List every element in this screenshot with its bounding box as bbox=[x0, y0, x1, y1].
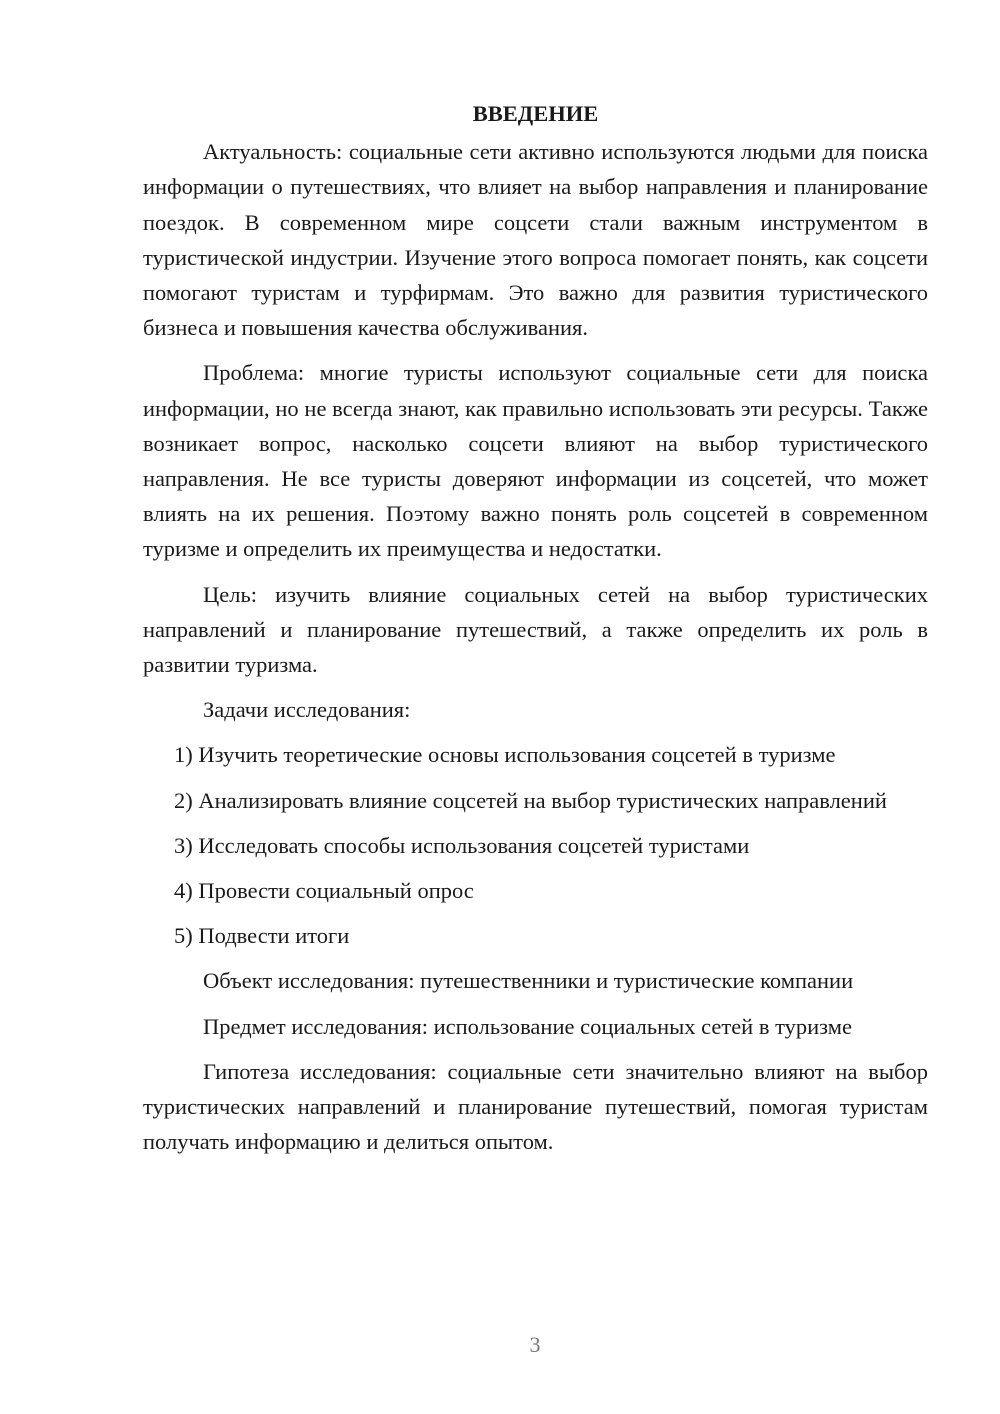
problem-paragraph: Проблема: многие туристы используют социальные сети для поиска информации, но не всегда знают, как правильно использовать эти ресурсы. Также возникает вопрос, насколько соцсети влияют на выбор туристического направления. Не все туристы доверяют информации из соцсетей, что может влиять на их решения. Поэтому важно понять роль соцсетей в современном туризме и определить их преимущества и недостатки. bbox=[143, 360, 928, 562]
tasks-heading: Задачи исследования: bbox=[203, 697, 411, 723]
task-item: 4) Провести социальный опрос bbox=[174, 878, 474, 904]
page-content bbox=[143, 96, 928, 1169]
research-subject: Предмет исследования: использование социальных сетей в туризме bbox=[203, 1013, 852, 1039]
hypothesis-paragraph: Гипотеза исследования: социальные сети значительно влияют на выбор туристических направлений и планирование путешествий, помогая туристам получать информацию и делиться опытом. bbox=[143, 1058, 928, 1155]
relevance-paragraph: Актуальность: социальные сети активно используются людьми для поиска информации о путешествиях, что влияет на выбор направления и планирование поездок. В современном мире соцсети стали важным инструментом в туристической индустрии. Изучение этого вопроса помогает понять, как соцсети помогают туристам и турфирмам. Это важно для развития туристического бизнеса и повышения качества обслуживания. bbox=[143, 139, 928, 341]
task-item: 2) Анализировать влияние соцсетей на выбор туристических направлений bbox=[174, 787, 887, 813]
task-item: 3) Исследовать способы использования соцсетей туристами bbox=[174, 832, 750, 858]
task-item: 1) Изучить теоретические основы использования соцсетей в туризме bbox=[174, 742, 836, 768]
goal-paragraph: Цель: изучить влияние социальных сетей на выбор туристических направлений и планирование путешествий, а также определить их роль в развитии туризма. bbox=[143, 581, 928, 678]
task-item: 5) Подвести итоги bbox=[174, 923, 350, 949]
page-number: 3 bbox=[529, 1332, 541, 1357]
page-title: ВВЕДЕНИЕ bbox=[472, 101, 599, 126]
research-object: Объект исследования: путешественники и туристические компании bbox=[203, 968, 854, 994]
